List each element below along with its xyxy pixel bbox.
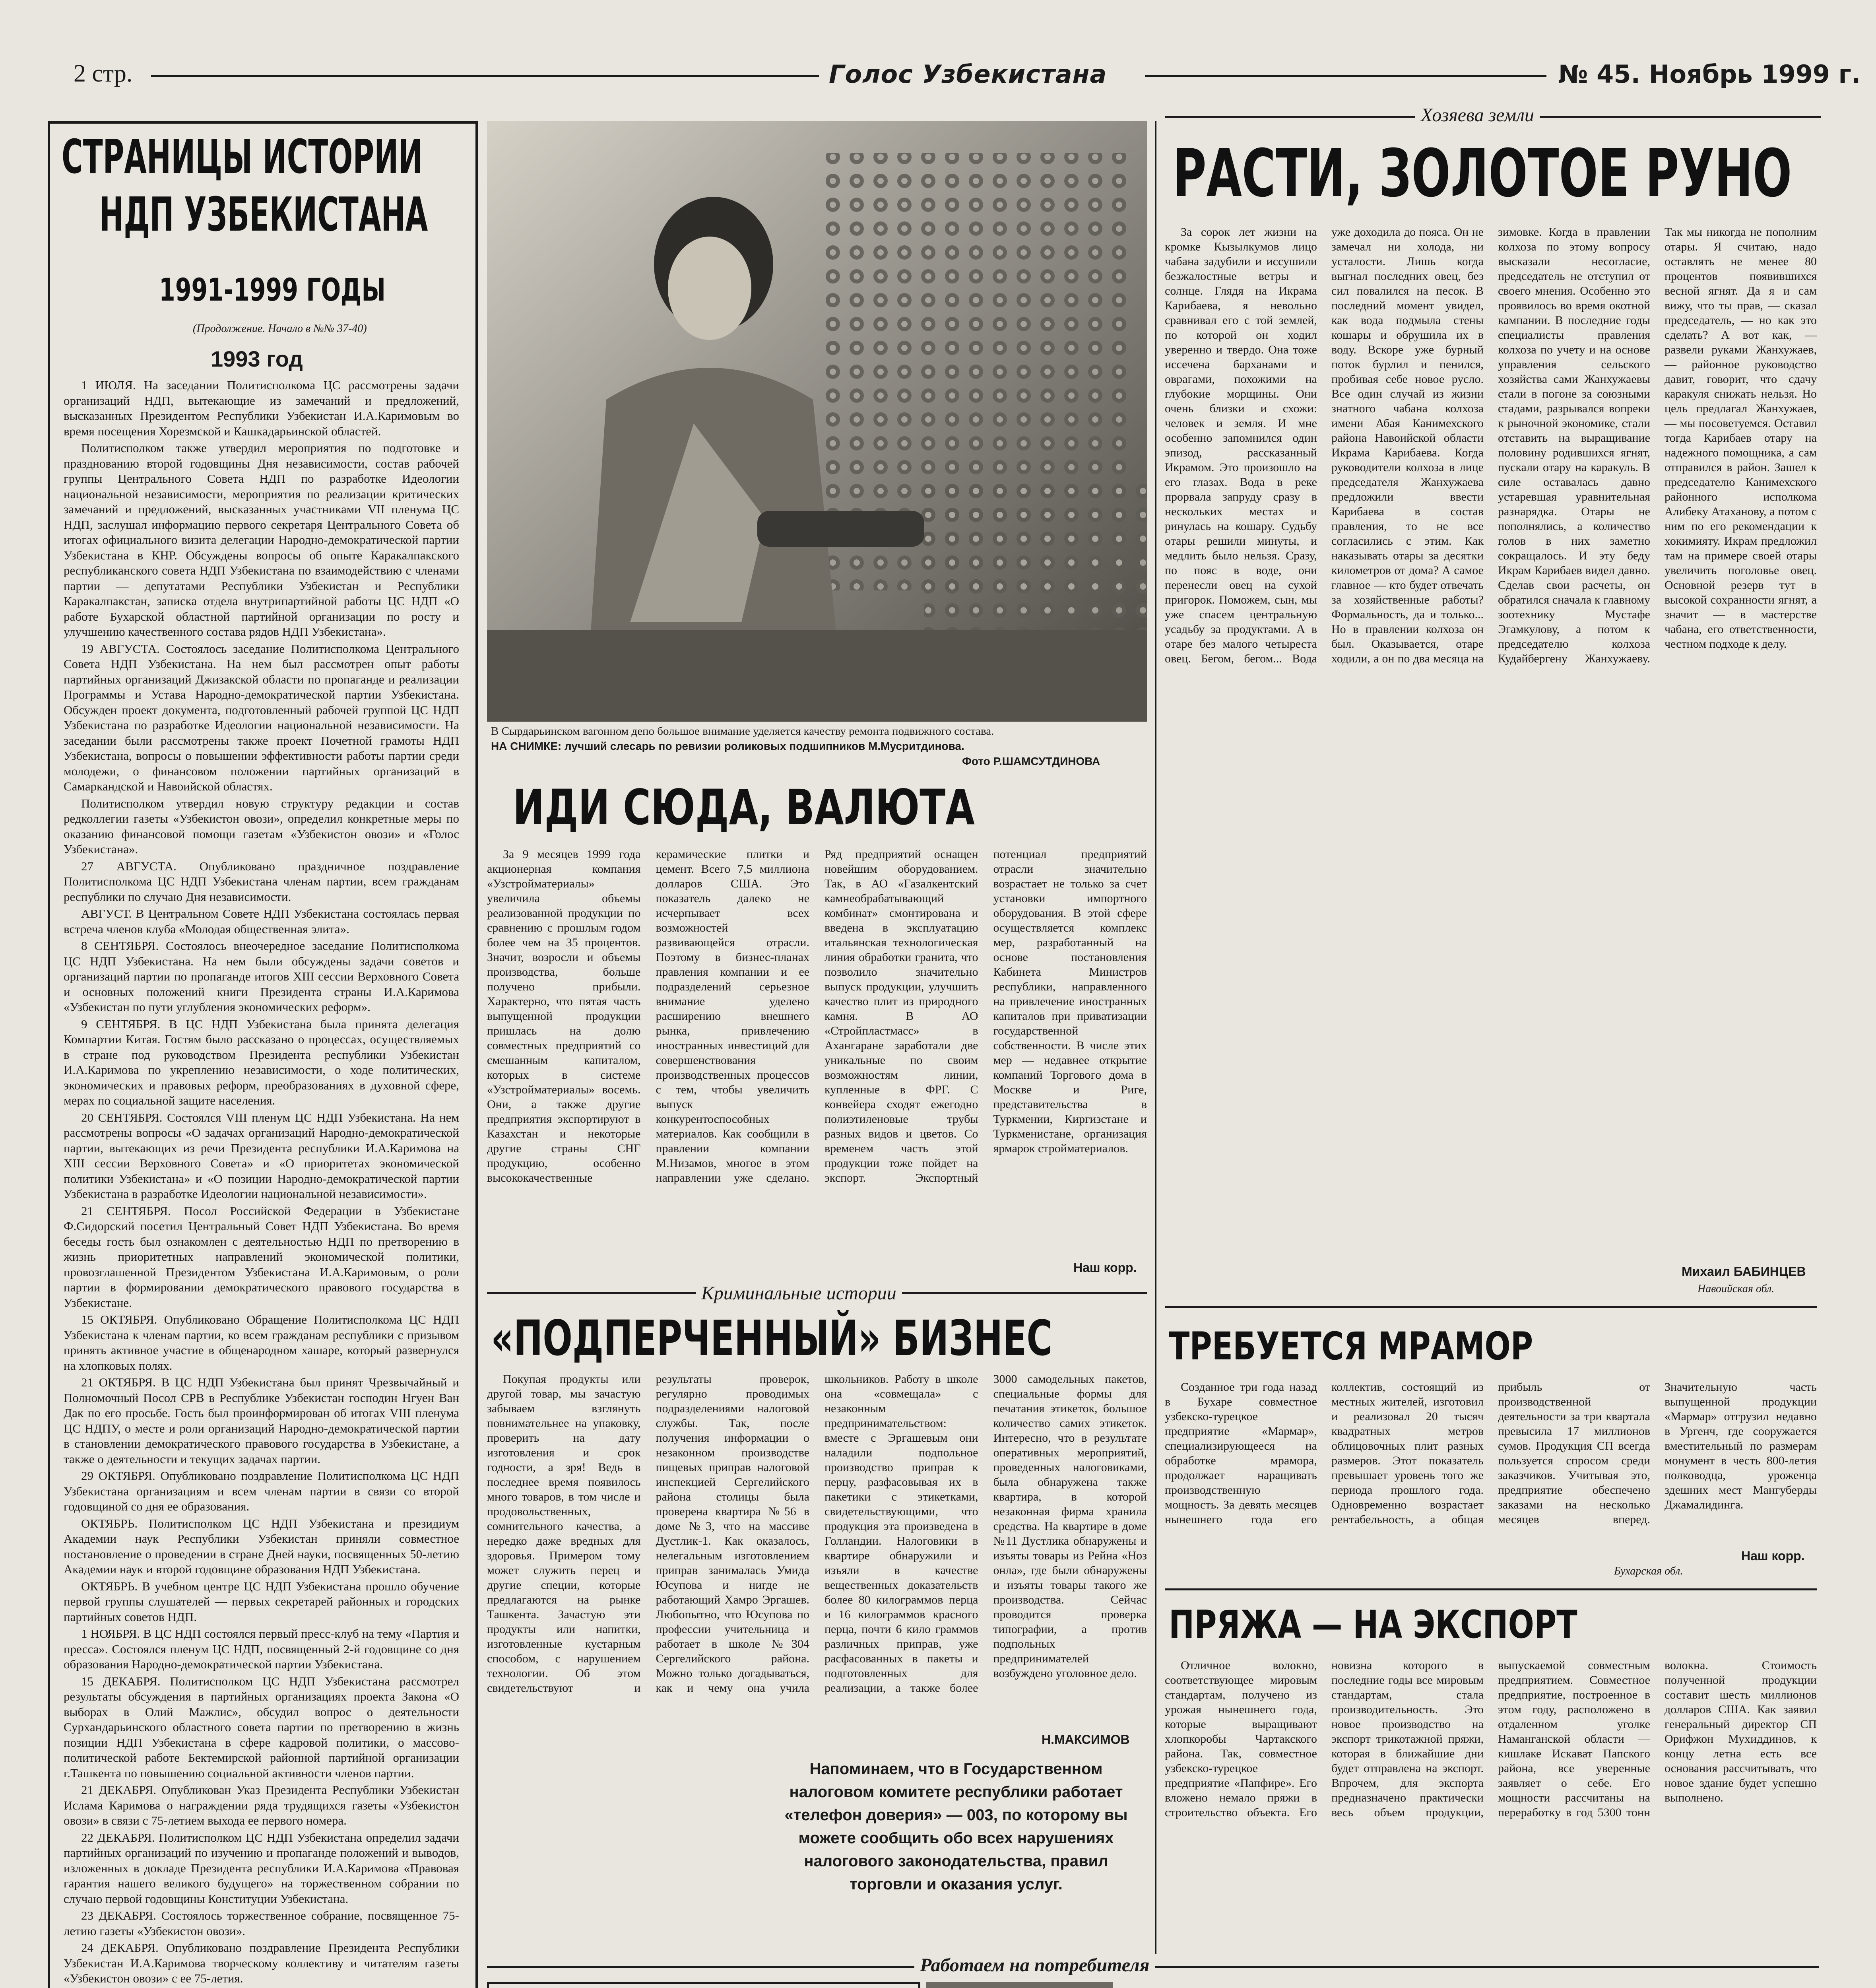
history-paragraph: 1 НОЯБРЯ. В ЦС НДП состоялся первый пресс-клуб на тему «Партия и пресса». Состоялся пленум ЦС НДП, посвященный 2-й годовщине со дня образования Народно-демократической партии Узбекистана. xyxy=(64,1627,459,1671)
history-paragraph: ОКТЯБРЬ. Политисполком ЦС НДП Узбекистана и президиум Академии наук Республики Узбекистан приняли совместное постановление о проведении в стране Дней науки, посвященных 50-летию Академии наук и второй годовщине образования НДП Узбекистана. xyxy=(64,1516,459,1576)
history-text xyxy=(64,378,459,1988)
potato-image xyxy=(926,1982,1113,1988)
fleece-sign: Михаил БАБИНЦЕВ xyxy=(1682,1264,1806,1279)
business-text: Покупая продукты или другой товар, мы зачастую забываем взглянуть повнимательнее на упаковку, проверить на дату изготовления и срок годности, а зря! Ведь в последнее время появилось много товаров, в том числе и продовольственных, сомнительного качества, а нередко даже вредных для здоровья. Примером тому может служить перец и другие специи, которые предлагаются на рынке Ташкента. Зачастую эти продукты или напитки, изготовленные кустарным способом, с нарушением технологии. Об этом свидетельствуют и результаты проверок, регулярно проводимых подразделениями налоговой службы. Так, после получения информации о незаконном производстве пищевых приправ налоговой инспекцией Сергелийского района столицы была проверена квартира №56 в доме №3, что на массиве Дустлик-1. Как оказалось, нелегальным изготовлением приправ занималась Умида Юсупова и нигде не работающий Хамро Эргашев. Любопытно, что Юсупова по профессии учительница и работает в школе №304 Сергелийского района. Можно только догадываться, как и чему она учила школьников. Работу в школе она «совмещала» с незаконным предпринимательством: вместе с Эргашевым они наладили подпольное производство приправ к перцу, разфасовывая их в пакетики с этикетками, свидетельствующими, что продукция эта произведена в Голландии. Налоговики в квартире обнаружили и изъяли в качестве вещественных доказательств более 80 килограммов перца и 16 килограммов красного перца, почти 6 кило граммов различных приправ, уже расфасованных в пакеты и подготовленных для реализации, а также более 3000 самодельных пакетов, специальные формы для печатания этикеток, большое количество самих этикеток. Интересно, что в результате оперативных мероприятий, проведенных налоговиками, была обнаружена также квартира, в которой незаконная фирма хранила средства. На квартире в доме №11 Дустлика обнаружены и изъяты товары из Рейна «Ноз онла», где были обнаружены и изъяты товары такого же производства. Сейчас проводится проверка типографии, а против подпольных предпринимателей возбуждено уголовное дело. xyxy=(487,1373,1147,1695)
yarn-rule xyxy=(1165,1588,1817,1590)
business-rubric: Криминальные истории xyxy=(696,1282,902,1304)
history-paragraph: 9 СЕНТЯБРЯ. В ЦС НДП Узбекистана была принята делегация Компартии Китая. Гостям было рассказано о процессах, осуществляемых в стране под руководством Президента республики Узбекистан И.А.Каримова по укреплению независимости, о ходе политических, экономических и правовых реформ, преобразованиях в духовной сфере, мерах по социальной защите населения. xyxy=(64,1017,459,1107)
photo1-caption: В Сырдарьинском вагонном депо большое внимание уделяется качеству ремонта подвижного состава. xyxy=(491,725,994,738)
history-title-line2: НДП УЗБЕКИСТАНА xyxy=(99,187,428,242)
marble-text: Созданное три года назад в Бухаре совместное узбекско-турецкое предприятие «Мармар», специализирующееся на обработке мрамора, продолжает наращивать производственную мощность. За девять месяцев нынешнего года его коллектив, состоящий из местных жителей, изготовил и реализовал 20 тысяч квадратных метров облицовочных плит разных размеров. Этот показатель превышает уровень того же периода прошлого года. Одновременно возрастает рентабельность, а общая прибыль от производственной деятельности за три квартала превысила 17 миллионов сумов. Продукция СП всегда пользуется спросом среди заказчиков. Учитывая это, предприятие обеспечено заказами на несколько месяцев вперед. Значительную часть выпущенной продукции «Мармар» отгрузил недавно в Ургенч, где сооружается вместительный по размерам монумент в честь 800-летия полководца, уроженца здешних мест Мангуберды Джамалидинга. xyxy=(1165,1380,1817,1526)
history-paragraph: 21 ДЕКАБРЯ. Опубликован Указ Президента Республики Узбекистан Ислама Каримова о награждении ряда трудящихся газеты «Узбекистон овози» в связи с 75-летием выхода ее первого номера. xyxy=(64,1783,459,1827)
marble-sign: Наш корр. xyxy=(1741,1549,1805,1563)
business-sign: Н.МАКСИМОВ xyxy=(1042,1732,1130,1747)
header-rule-right xyxy=(1145,75,1546,77)
history-paragraph: 1 ИЮЛЯ. На заседании Политисполкома ЦС рассмотрены задачи организаций НДП, вытекающие из замечаний и предложений, высказанных Президентом Республики Узбекистан И.А.Каримовым во время посещения Хорезмской и Кашкадарьинской областей. xyxy=(64,378,459,438)
history-paragraph: 15 ДЕКАБРЯ. Политисполком ЦС НДП Узбекистана рассмотрел результаты обсуждения в партийных организациях проекта Закона «О выборах в Олий Мажлис», обсудил вопрос о деятельности Сурхандарьинского областного совета партии по претворению в жизнь позиции НДП Узбекистана в сфере кадровой политики, о массово-политической работе Бектемирской районной партийной организации г.Ташкента по повышению социальной активности членов партии. xyxy=(64,1674,459,1780)
valuta-title: ИДИ СЮДА, ВАЛЮТА xyxy=(513,779,975,836)
yarn-text: Отличное волокно, соответствующее мировым стандартам, получено из урожая нынешнего года, которые выращивают хлопкоробы Чартакского района. Так, совместное узбекско-турецкое предприятие «Папфире». Его вложено немало пряжи в строительство объекта. Его новизна которого в последние годы все мировым стандартам, стала производительность. Это новое производство на экспорт трикотажной пряжи, которая в ближайшие дни будет отправлена на экспорт. Впрочем, для экспорта предназначено практически весь объем продукции, выпускаемой совместным предприятием. Совместное предприятие, построенное в этом году, расположено в отдаленном уголке Наманганской области — кишлаке Искават Папского района, все уверенные заявляет о себе. Его мощности рассчитаны на переработку в год 5300 тонн волокна. Стоимость полученной продукции составит шесть миллионов долларов США. Как заявил генеральный директор СП Орифжон Мухиддинов, к концу летна есть все основания рассчитывать, что новое здание будет успешно выполнено. xyxy=(1165,1659,1817,1819)
history-paragraph: 22 ДЕКАБРЯ. Политисполком ЦС НДП Узбекистана определил задачи партийных организаций по изучению и пропаганде положений и выводов, изложенных в докладе Президента республики И.А.Каримова «Правовая гарантия нашего великого будущего» на торжественном собрании по случаю первой годовщины Конституции Узбекистана. xyxy=(64,1830,459,1906)
consumer-rubric: Работаем на потребителя xyxy=(914,1954,1155,1976)
fleece-title: РАСТИ, ЗОЛОТОЕ РУНО xyxy=(1173,135,1792,212)
notice-box xyxy=(767,1757,1145,1956)
history-paragraph: 21 ОКТЯБРЯ. В ЦС НДП Узбекистана был принят Чрезвычайный и Полномочный Посол СРВ в Республике Узбекистан господин Нгуен Ван Дак по его просьбе. Гость был проинформирован об итогах VIII пленума ЦС НДПУ, о месте и роли организаций Народно-демократической партии в становлении демократического правового государства в Узбекистане, а также о деятельности и текущих задачах партии. xyxy=(64,1375,459,1466)
issue-info: № 45. Ноябрь 1999 г. xyxy=(1558,60,1861,89)
photo1-caption-subject: НА СНИМКЕ: лучший слесарь по ревизии роликовых подшипников М.Мусритдинова. xyxy=(491,740,964,752)
photo-depot-image xyxy=(487,121,1147,722)
history-paragraph: 23 ДЕКАБРЯ. Состоялось торжественное собрание, посвященное 75-летию газеты «Узбекистон овози». xyxy=(64,1908,459,1938)
history-paragraph: Политисполком также утвердил мероприятия по подготовке и празднованию второй годовщины Дня независимости, состав рабочей группы Центрального Совета НДП по разработке Идеологии национальной независимости, мероприятия по реализации критических замечаний и предложений, высказанных участниками VII пленума ЦС НДП, заслушал информацию первого секретаря Центрального Совета об итогах официального визита делегации Народно-демократической партии Узбекистана в КНР. Обсуждены вопросы об опыте Каракалпакского республиканского совета НДП Узбекистана по взаимодействию с членами партии — депутатами Республики Узбекистан и Республики Каракалпакстан, записка отдела внутрипартийной работы ЦС НДП «О работе Бухарской областной партийной организации по росту и улучшению качественного состава рядов НДП Узбекистана». xyxy=(64,441,459,639)
photo-depot-worker xyxy=(487,121,1147,722)
marble-title: ТРЕБУЕТСЯ МРАМОР xyxy=(1169,1324,1533,1369)
newspaper-title: Голос Узбекистана xyxy=(829,60,1107,89)
valuta-text: За 9 месяцев 1999 года акционерная компания «Узстройматериалы» увеличила объемы реализованной продукции по сравнению с прошлым годом более чем на 35 процентов. Значит, возросли и объемы производства, больше получено прибыли. Характерно, что пятая часть выпущенной продукции пришлась на долю совместных предприятий со смешанным капиталом, которых в системе «Узстройматериалы» восемь. Они, а также другие предприятия экспортируют в Казахстан и некоторые другие страны СНГ продукцию, особенно высококачественные керамические плитки и цемент. Всего 7,5 миллиона долларов США. Это показатель далеко не исчерпывает всех возможностей развивающейся отрасли. Поэтому в бизнес-планах правления компании и ее подразделений серьезное внимание уделено расширению внешнего рынка, привлечению иностранных инвестиций для совершенствования производственных процессов с тем, чтобы увеличить выпуск конкурентоспособных материалов. Как сообщили в правлении компании М.Низамов, многое в этом направлении уже сделано. Ряд предприятий оснащен новейшим оборудованием. Так, в АО «Газалкентский камнеобрабатывающий комбинат» смонтирована и введена в эксплуатацию итальянская технологическая линия обработки гранита, что позволило значительно выпуск продукции, улучшить качество плит из природного камня. В АО «Стройпластмасс» в Ахангаране заработали две уникальные по своим возможностям линии, купленные в ФРГ. С конвейера сходят ежегодно полиэтиленовые трубы разных видов и цветов. Со временем часть этой продукции тоже пойдет на экспорт. Экспортный потенциал предприятий отрасли значительно возрастает не только за счет установки импортного оборудования. В этой сфере осуществляется комплекс мер, разработанный на основе постановления Кабинета Министров республики, направленного на привлечение иностранных капиталов при приватизации государственной собственности. В числе этих мер — недавнее открытие компаний Торгового дома в Москве и Риге, представительства в Туркмении, Киргизстане и Туркменистане, организация ярмарок стройматериалов. xyxy=(487,848,1147,1184)
history-title-line1: СТРАНИЦЫ ИСТОРИИ xyxy=(62,129,423,184)
history-paragraph: АВГУСТ. В Центральном Совете НДП Узбекистана состоялась первая встреча членов клуба «Молодая общественная элита». xyxy=(64,907,459,936)
history-paragraph: ОКТЯБРЬ. В учебном центре ЦС НДП Узбекистана прошло обучение первой группы слушателей — первых секретарей районных и городских партийных советов НДП. xyxy=(64,1579,459,1624)
header-rule-left xyxy=(151,75,819,77)
business-title: «ПОДПЕРЧЕННЫЙ» БИЗНЕС xyxy=(491,1310,1052,1367)
marble-place: Бухарская обл. xyxy=(1614,1565,1683,1577)
fleece-rubric: Хозяева земли xyxy=(1415,104,1540,126)
column-divider xyxy=(1155,121,1156,1954)
history-paragraph: 19 АВГУСТА. Состоялось заседание Политисполкома Центрального Совета НДП Узбекистана. На нем был рассмотрен опыт работы партийных организаций Джизакской области по пропаганде и реализации Программы и Устава Народно-демократической партии Узбекистана. Обсужден проект документа, подготовленный рабочей группой ЦС НДП Узбекистана по разработке Идеологии национальной независимости. На заседании были рассмотрены также проект Почетной грамоты НДП Узбекистана, вопросы о повышении эффективности работы партии среди молодежи, о финансовом положении партийных организаций в Самаркандской и Навоийской областях. xyxy=(64,641,459,793)
history-paragraph: Политисполком утвердил новую структуру редакции и состав редколлегии газеты «Узбекистон овози», определил конкретные меры по оказанию финансовой помощи газетам «Узбекистон овози» и «Голос Узбекистана». xyxy=(64,796,459,856)
history-paragraph: 20 СЕНТЯБРЯ. Состоялся VIII пленум ЦС НДП Узбекистана. На нем рассмотрены вопросы «О задачах организаций Народно-демократической партии, вытекающих из речи Президента республики И.А.Каримова на XIII сессии Верховного Совета» и «О приоритетах экономической политики Узбекистана» и «О позиции Народно-демократической партии Узбекистана в разработке Идеологии национальной независимости». xyxy=(64,1110,459,1201)
history-paragraph: 27 АВГУСТА. Опубликовано праздничное поздравление Политисполкома ЦС НДП Узбекистана членам партии, всем гражданам республики по случаю Дня независимости. xyxy=(64,859,459,904)
history-paragraph: 29 ОКТЯБРЯ. Опубликовано поздравление Политисполкома ЦС НДП Узбекистана организациям и всем членам партии в связи со второй годовщиной со дня ее образования. xyxy=(64,1469,459,1513)
fleece-place: Навоийская обл. xyxy=(1698,1283,1775,1295)
history-paragraph: 21 СЕНТЯБРЯ. Посол Российской Федерации в Узбекистане Ф.Сидорский посетил Центральный Совет НДП Узбекистана. Во время беседы гость был ознакомлен с деятельностью НДП по претворению в жизнь приоритетных направлений экономической политики, провозглашенной Президентом Узбекистана И.А.Каримовым, о роли партии в формировании демократического правового государства в Узбекистане. xyxy=(64,1204,459,1310)
valuta-sign: Наш корр. xyxy=(1073,1260,1137,1275)
marble-rule xyxy=(1165,1306,1817,1308)
page-number: 2 стр. xyxy=(74,60,133,87)
history-note: (Продолжение. Начало в №№ 37-40) xyxy=(193,322,367,335)
history-year: 1993 год xyxy=(211,346,303,371)
notice-blank-column xyxy=(487,1757,757,1956)
photo1-credit: Фото Р.ШАМСУТДИНОВА xyxy=(962,755,1100,767)
medicine-box xyxy=(487,1982,920,1988)
history-paragraph: 15 ОКТЯБРЯ. Опубликовано Обращение Политисполкома ЦС НДП Узбекистана к членам партии, ко всем гражданам республики с призывом принять активное участие в общенародном хашаре, который развернулся на хлопковых полях. xyxy=(64,1312,459,1373)
history-paragraph: 24 ДЕКАБРЯ. Опубликовано поздравление Президента Республики Узбекистан И.А.Каримова творческому коллективу и читателям газеты «Узбекистон овози» с ее 75-летия. xyxy=(64,1941,459,1985)
photo-potatoes xyxy=(926,1982,1113,1988)
notice-text: Напоминаем, что в Государственном налоговом комитете республики работает «телефон доверия» — 003, по которому вы можете сообщить обо всех нарушениях налогового законодательства, правил торговли и оказания услуг. xyxy=(784,1760,1128,1893)
history-years: 1991-1999 ГОДЫ xyxy=(159,272,386,308)
yarn-title: ПРЯЖА — НА ЭКСПОРТ xyxy=(1169,1602,1577,1647)
history-paragraph: 8 СЕНТЯБРЯ. Состоялось внеочередное заседание Политисполкома ЦС НДП Узбекистана. На нем были обсуждены задачи советов и организаций партии по пропаганде итогов XIII сессии Верховного Совета и основных положений книги Президента страны И.А.Каримова «Узбекистан по пути углубления экономических реформ». xyxy=(64,939,459,1014)
fleece-text: За сорок лет жизни на кромке Кызылкумов лицо чабана задубили и иссушили безжалостные ветры и солнце. Глядя на Икрама Карибаева, я невольно сравнивал его с той землей, по которой он ходил уверенно и твердо. Она тоже иссечена барханами и оврагами, похожими на глубокие морщины. Они очень близки и схожи: человек и земля. И мне особенно запомнился один эпизод, рассказанный Икрамом. Это произошло на его глазах. Вода в реке прорвала запруду сразу в нескольких местах и ринулась на кошару. Судьбу отары решили минуты, и медлить было нельзя. Сразу, по пояс в воде, они перенесли овец на сухой пригорок. Поможем, сын, мы уже спасем центральную усадьбу за продуктами. А в отаре без малого четыреста овец. Бегом, бегом... Вода уже доходила до пояса. Он не замечал ни холода, ни усталости. Лишь когда выгнал последних овец, без сил повалился на песок. В последний момент увидел, как вода подмыла стены кошары и обрушила их в воду. Вскоре уже бурный поток бурлил и пенился, пробивая себе новое русло. Все один случай из жизни знатного чабана колхоза имени Абая Канимехского района Навоийской области Икрама Карибаева. Когда руководители колхоза в лице председателя Жанхужаева предложили ввести Карибаева в состав правления, то не все согласились с этим. Как наказывать отары за десятки километров от дома? А самое главное — кто будет отвечать за хозяйственные работы? Формальность, да и только... Но в правлении колхоза он был. Оказывается, отаре ходили, а он по два месяца на зимовке. Когда в правлении колхоза по этому вопросу высказали несогласие, председатель не отступил от своего мнения. Особенно это проявилось во время окотной кампании. В последние годы специалисты правления колхоза по учету и на основе управления сельского хозяйства сами Жанхужаевы стали в погоне за союзными стадами, разрывался вопреки к рыночной экономике, стали отставить на выращивание половину родившихся ягнят, пускали отару на каракуль. В силе оставалась давно устаревшая уравнительная разнарядка. Отары не пополнялись, а количество голов в них заметно сокращалось. И эту беду Икрам Карибаев видел давно. Сделав свои расчеты, он обратился сначала к главному зоотехнику Мустафе Эгамкулову, а потом к председателю колхоза Кудайбергену Жанхужаеву. Так мы никогда не пополним отары. Я считаю, надо оставлять не менее 80 процентов появившихся весной ягнят. Да я и сам вижу, что ты прав, — сказал председатель, — но как это сделать? А вот как, — развели руками Жанхужаев, — районное руководство давит, говорит, что сдачу каракуля снижать нельзя. Но цель предлагал Жанхужаев, — мы посоветуемся. Оставил тогда Карибаев отару на надежного помощника, а сам отправился в район. Зашел к председателю Канимехского районного исполкома Алибеку Атаханову, а потом с ним по его рекомендации к хокимияту. Икрам предложил там на примере своей отары увеличить поголовье овец. Основной резерв тут в высокой сохранности ягнят, а значит — в мастерстве чабана, его ответственности, честном подходе к делу. xyxy=(1165,225,1817,665)
